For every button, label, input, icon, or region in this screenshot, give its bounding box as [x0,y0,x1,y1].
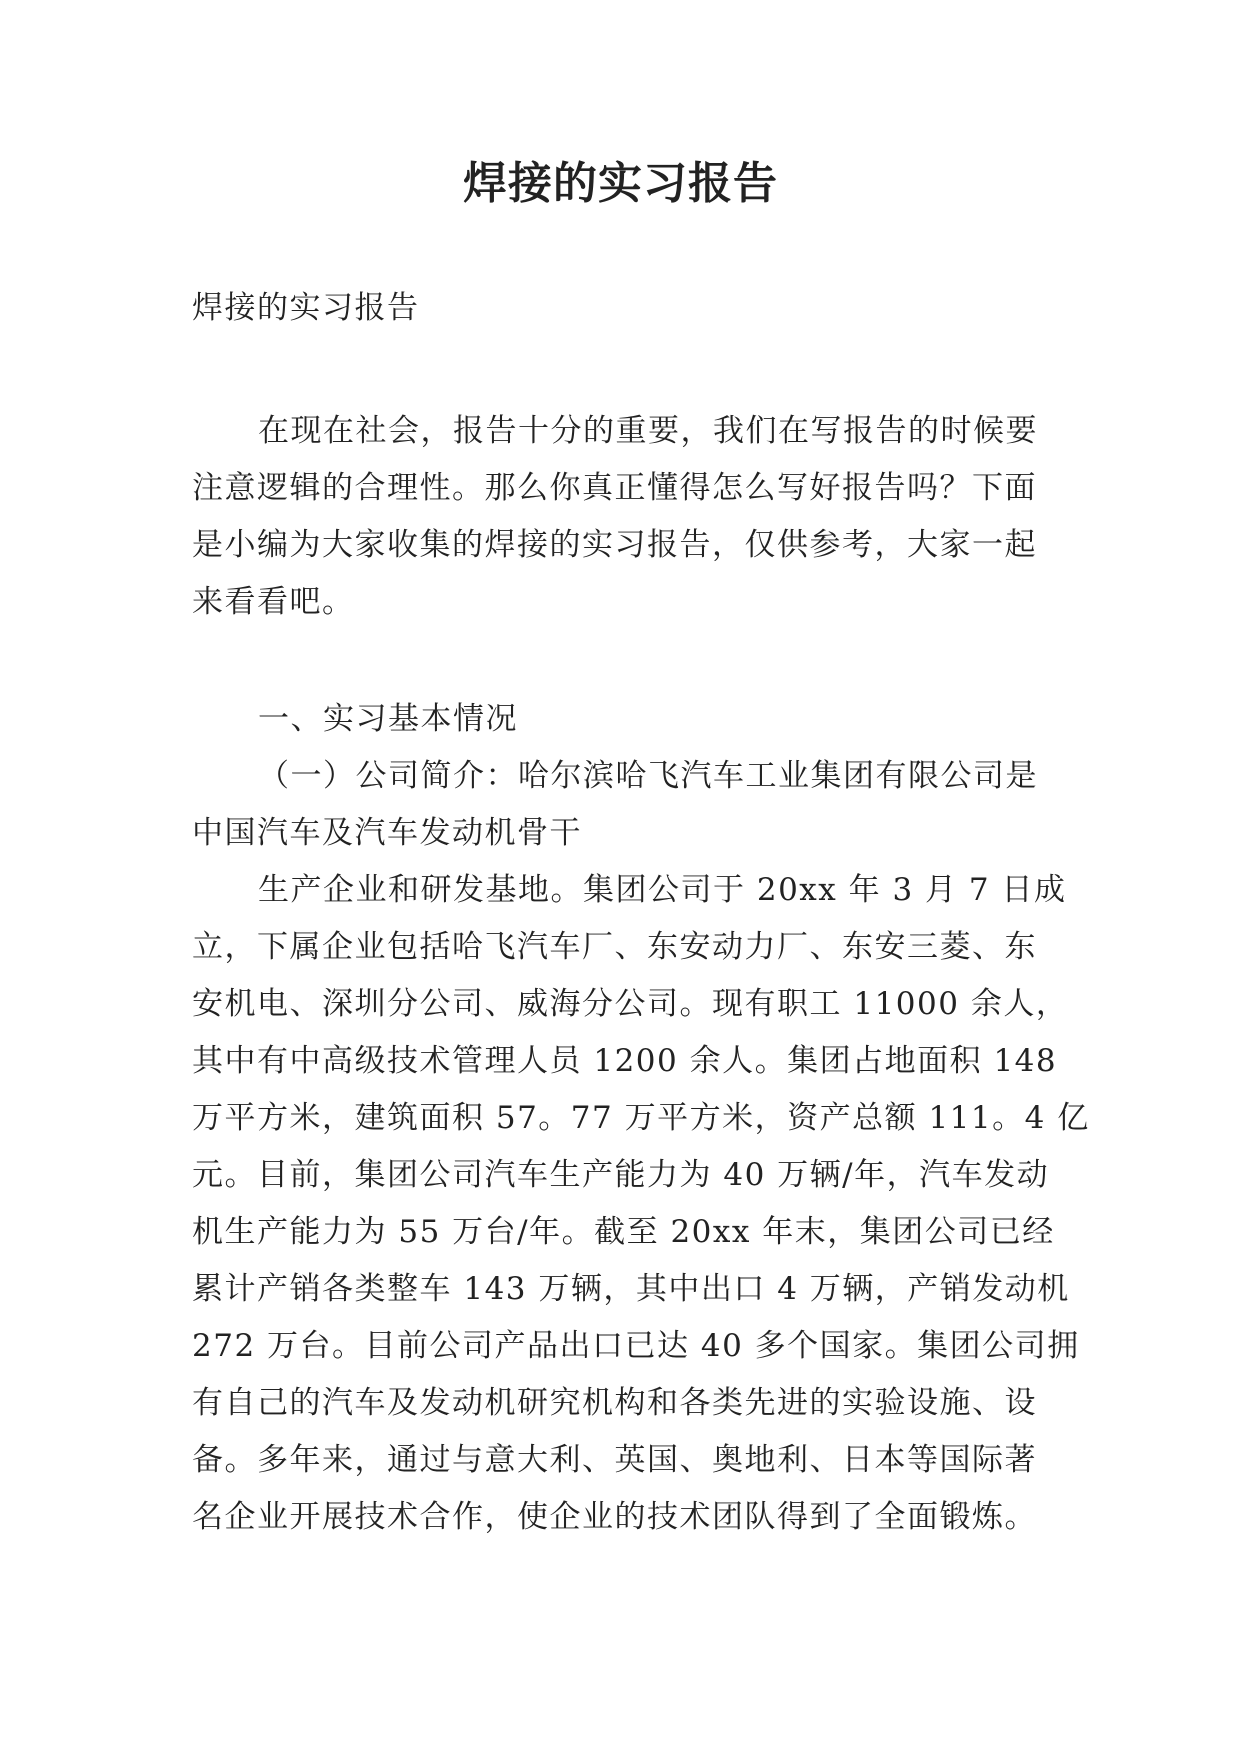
company-line: （一）公司简介：哈尔滨哈飞汽车工业集团有限公司是 [258,758,1038,794]
document-body [192,280,1090,1546]
detail-line: 机生产能力为 55 万台/年。截至 20xx 年末，集团公司已经 [192,1214,1055,1250]
detail-line: 累计产销各类整车 143 万辆，其中出口 4 万辆，产销发动机 [192,1271,1070,1307]
document-title: 焊接的实习报告 [463,158,778,209]
paragraph-spacer [192,631,1062,691]
detail-line: 有自己的汽车及发动机研究机构和各类先进的实验设施、设 [192,1385,1037,1421]
detail-line: 备。多年来，通过与意大利、英国、奥地利、日本等国际著 [192,1442,1037,1478]
intro-line: 注意逻辑的合理性。那么你真正懂得怎么写好报告吗？下面 [192,470,1037,506]
detail-line: 名企业开展技术合作，使企业的技术团队得到了全面锻炼。 [192,1499,1037,1535]
intro-line: 是小编为大家收集的焊接的实习报告，仅供参考，大家一起 [192,527,1037,563]
detail-line: 其中有中高级技术管理人员 1200 余人。集团占地面积 148 [192,1043,1058,1079]
company-intro-paragraph [192,748,1062,862]
section-heading-text: 一、实习基本情况 [258,701,518,737]
detail-line: 272 万台。目前公司产品出口已达 40 多个国家。集团公司拥 [192,1328,1080,1364]
document-subtitle [192,280,1062,337]
intro-line: 在现在社会，报告十分的重要，我们在写报告的时候要 [258,413,1038,449]
intro-line: 来看看吧。 [192,584,355,620]
detail-line: 立，下属企业包括哈飞汽车厂、东安动力厂、东安三菱、东 [192,929,1037,965]
detail-line: 生产企业和研发基地。集团公司于 20xx 年 3 月 7 日成 [258,872,1067,908]
detail-line: 元。目前，集团公司汽车生产能力为 40 万辆/年，汽车发动 [192,1157,1050,1193]
company-detail-paragraph [192,862,1090,1546]
section-heading [192,691,1062,748]
detail-line: 万平方米，建筑面积 57。77 万平方米，资产总额 111。4 亿 [192,1100,1090,1136]
subtitle-line: 焊接的实习报告 [192,290,420,326]
detail-line: 安机电、深圳分公司、威海分公司。现有职工 11000 余人， [192,986,1069,1022]
intro-paragraph [192,403,1062,631]
paragraph-spacer [192,337,1062,403]
company-line: 中国汽车及汽车发动机骨干 [192,815,582,851]
